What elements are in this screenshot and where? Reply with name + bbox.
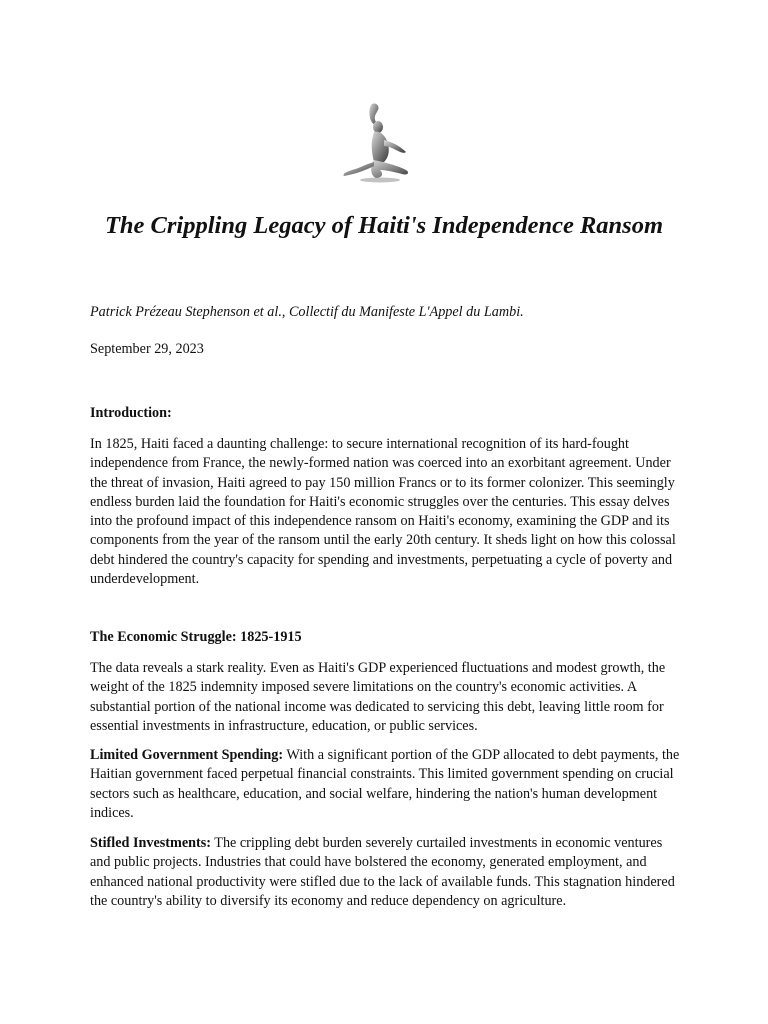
stifled-investments-text: The crippling debt burden severely curtailed investments in economic ventures and public projects. Industries that could have bolstered the economy, generated employment, and enhanced national productivity were stifled due to the lack of available funds. This stagnation hindered the country's ability to diversify its economy and reduce dependency on agriculture. — [90, 835, 675, 909]
economic-struggle-paragraph: The data reveals a stark reality. Even as Haiti's GDP experienced fluctuations and modest growth, the weight of the 1825 indemnity imposed severe limitations on the country's economic activities. A substantial portion of the national income was dedicated to servicing this debt, leaving little room for essential investments in infrastructure, education, or public services. — [90, 660, 666, 734]
economic-struggle-heading: The Economic Struggle: 1825-1915 — [90, 629, 302, 645]
introduction-paragraph: In 1825, Haiti faced a daunting challenge: to secure international recognition of its hard-fought independence from France, the newly-formed nation was coerced into an exorbitant agreement. Under the threat of invasion, Haiti agreed to pay 150 million Francs or to its former colonizer. This seemingly endless burden laid the foundation for Haiti's economic struggles over the centuries. This essay delves into the profound impact of this independence ransom on Haiti's economy, examining the GDP and its components from the year of the ransom until the early 20th century. It sheds light on how this colossal debt hindered the country's capacity for spending and investments, perpetuating a cycle of poverty and underdevelopment. — [90, 436, 676, 588]
stifled-investments-paragraph — [90, 834, 680, 911]
kneeling-figure-sculpture-icon — [334, 100, 434, 184]
government-spending-label: Limited Government Spending: — [90, 747, 284, 763]
introduction-heading: Introduction: — [90, 405, 172, 421]
publication-date: September 29, 2023 — [90, 341, 204, 357]
stifled-investments-label: Stifled Investments: — [90, 835, 211, 851]
author-line: Patrick Prézeau Stephenson et al., Collectif du Manifeste L'Appel du Lambi. — [90, 304, 524, 320]
government-spending-paragraph — [90, 746, 680, 823]
government-spending-text: With a significant portion of the GDP allocated to debt payments, the Haitian government faced perpetual financial constraints. This limited government spending on crucial sectors such as healthcare, education, and social welfare, hindering the nation's human development indices. — [90, 747, 680, 821]
document-title: The Crippling Legacy of Haiti's Independence Ransom — [104, 212, 664, 239]
